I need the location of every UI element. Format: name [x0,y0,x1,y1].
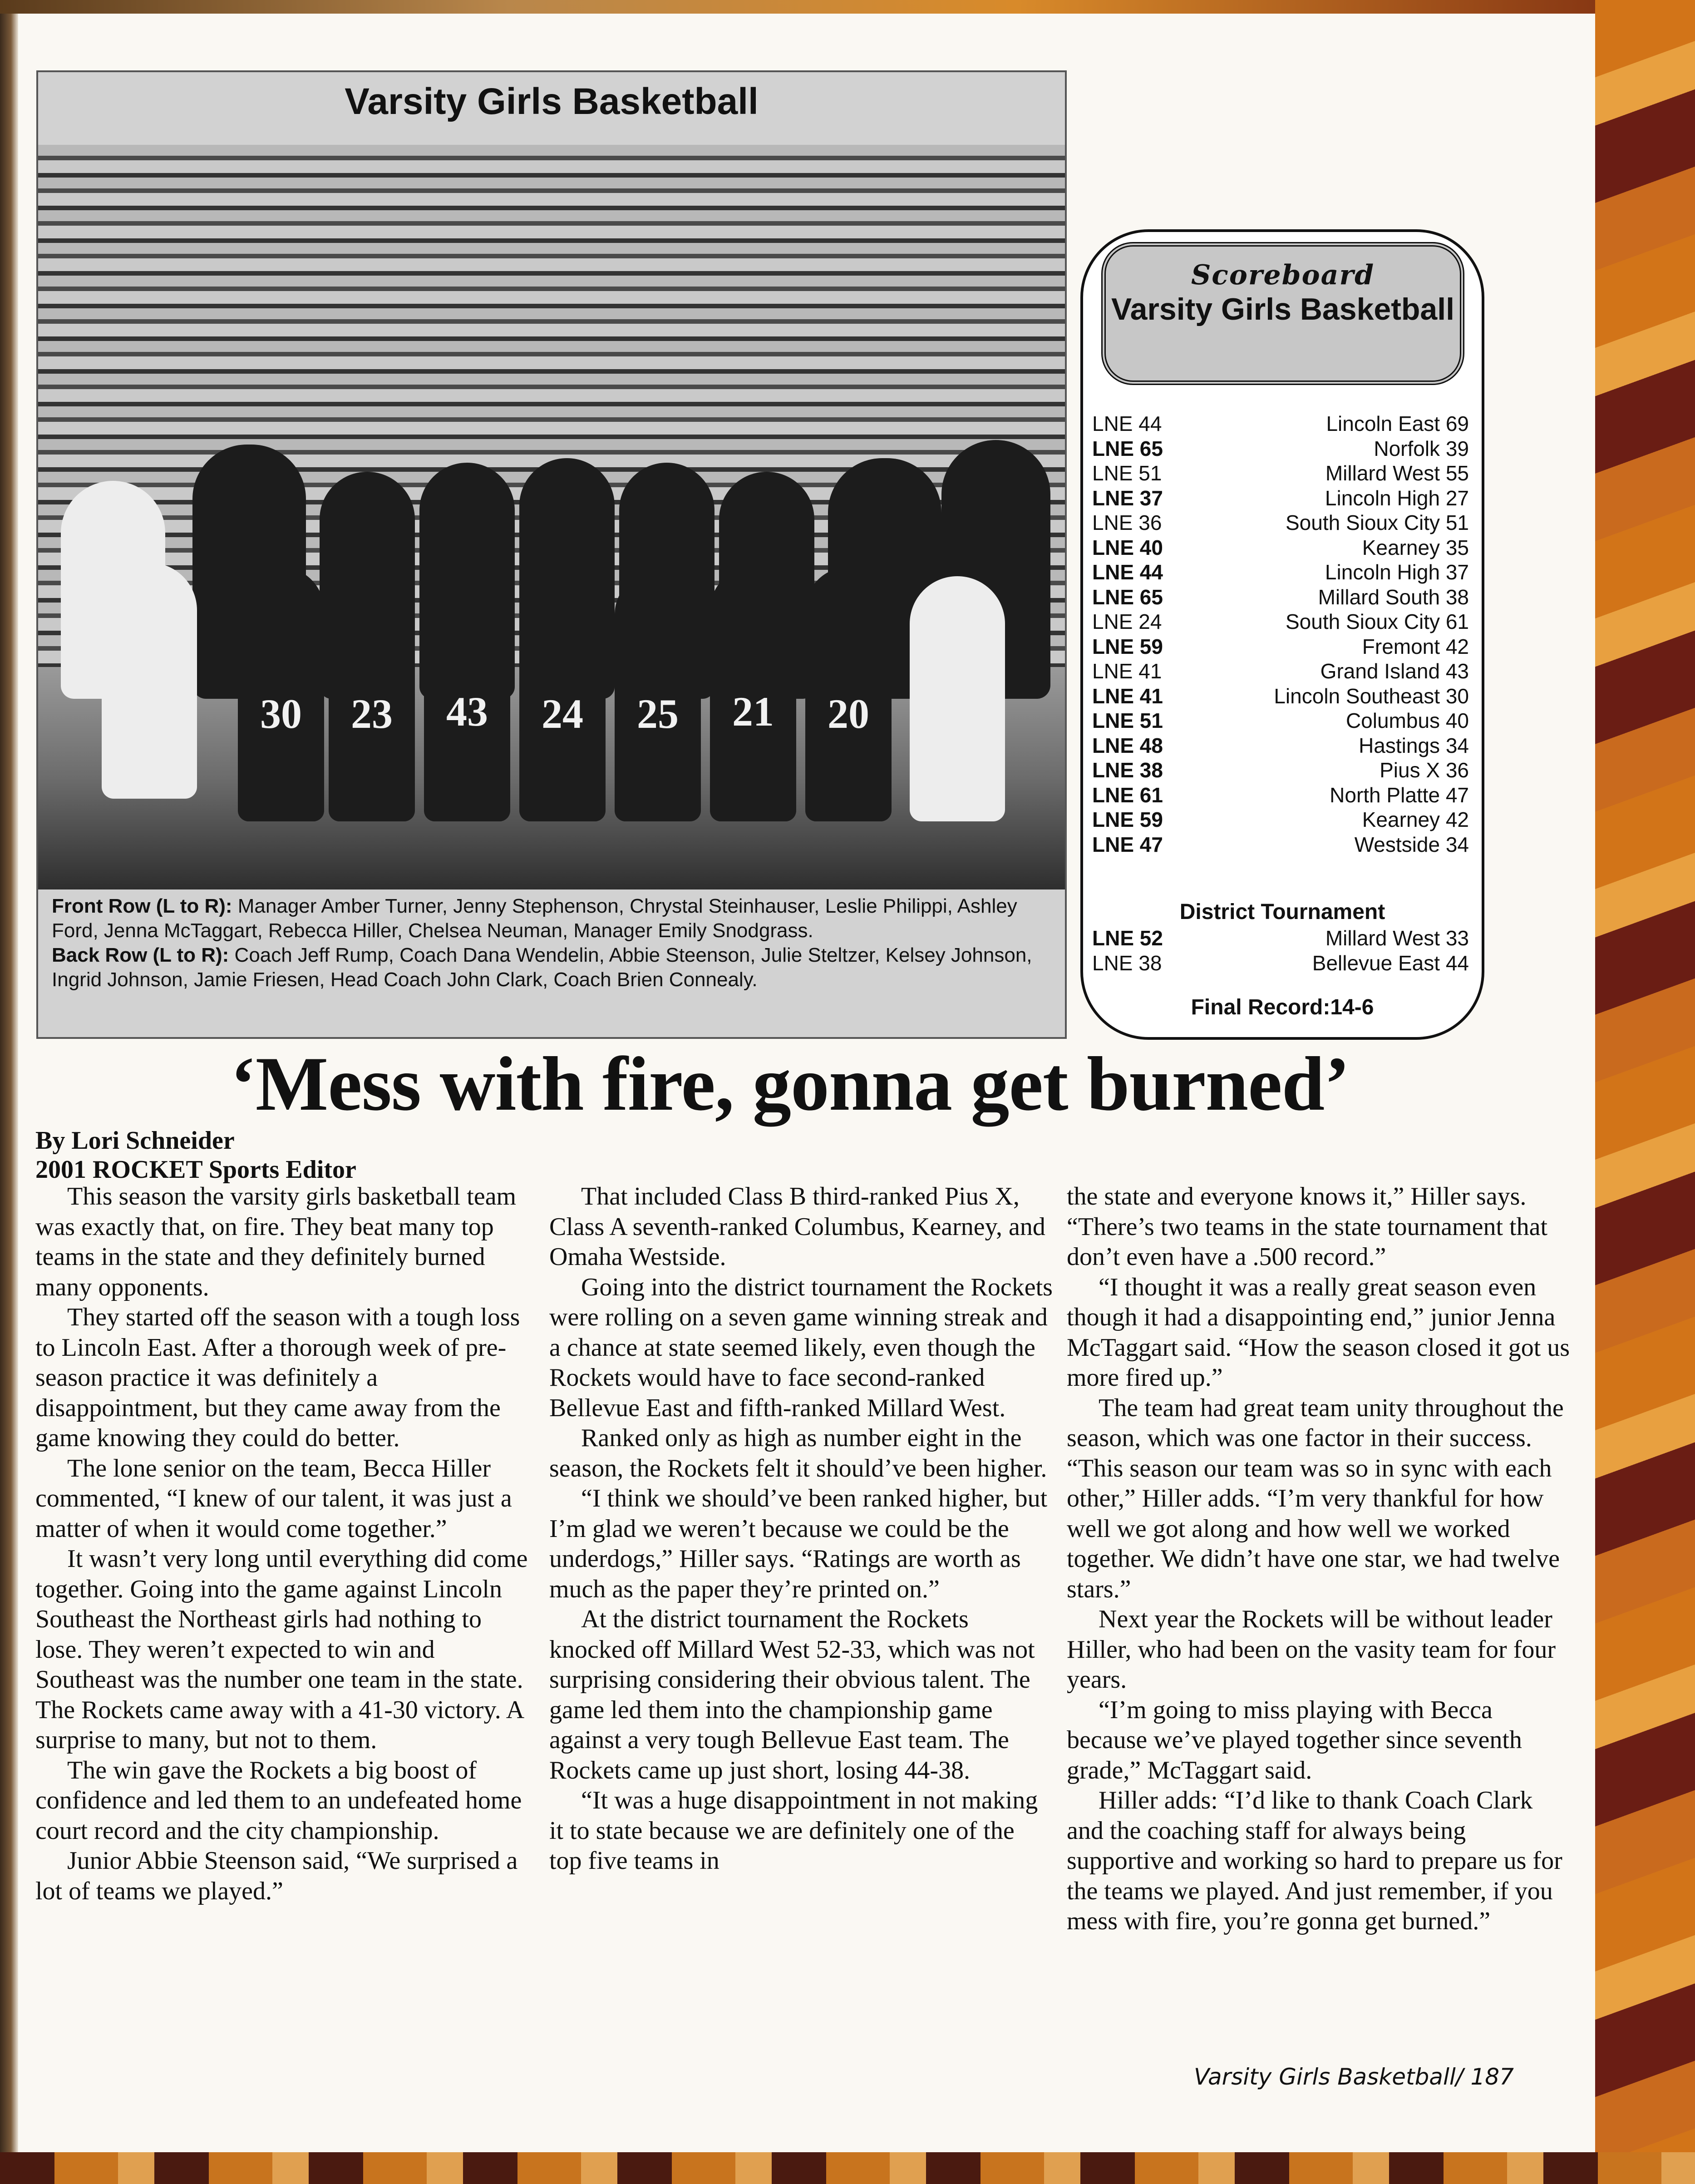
score-row [1092,733,1469,758]
opponent-score: Bellevue East 44 [1312,951,1469,975]
score-row [1092,585,1469,609]
article-paragraph: They started off the season with a tough loss to Lincoln East. After a thorough week of pre-season practice it was definitely a disappointment, but they came away from the game knowing they could do better. [35,1303,520,1452]
scoreboard-label: Scoreboard [1191,259,1375,291]
score-row [1092,461,1469,485]
opponent-score: Hastings 34 [1359,733,1469,757]
scoreboard-title: Varsity Girls Basketball [1111,292,1454,326]
photo-title: Varsity Girls Basketball [345,81,759,122]
lne-score: LNE 38 [1092,758,1163,782]
caption-front-label: Front Row (L to R): [52,895,232,917]
jersey-number: 21 [732,688,774,735]
lne-score: LNE 51 [1092,461,1162,485]
photo-caption [52,894,1055,992]
lne-score: LNE 59 [1092,634,1163,658]
lne-score: LNE 40 [1092,535,1163,559]
lne-score: LNE 38 [1092,951,1162,975]
score-row [1092,758,1469,782]
opponent-score: Fremont 42 [1362,634,1469,658]
score-row [1092,411,1469,436]
score-row [1092,510,1469,535]
score-row [1092,926,1469,950]
lne-score: LNE 65 [1092,436,1163,460]
opponent-score: Lincoln High 37 [1325,560,1469,584]
lne-score: LNE 47 [1092,832,1163,856]
score-row [1092,436,1469,461]
article-paragraph: The lone senior on the team, Becca Hiller commented, “I knew of our talent, it was just a matter of when it would come together.” [35,1454,512,1543]
scan-cover-edge [1595,0,1695,2184]
opponent-score: South Sioux City 51 [1285,511,1469,534]
opponent-score: Lincoln Southeast 30 [1274,684,1469,708]
score-row [1092,783,1469,807]
opponent-score: Kearney 42 [1362,808,1469,831]
opponent-score: Lincoln East 69 [1326,412,1469,435]
team-photo [38,145,1065,889]
jersey-number: 30 [260,691,302,737]
opponent-score: South Sioux City 61 [1285,610,1469,633]
yearbook-page [18,14,1595,2152]
score-row [1092,951,1469,975]
scan-bottom-edge [0,2152,1695,2184]
scoreboard-header [1101,242,1464,385]
opponent-score: Kearney 35 [1362,535,1469,559]
article-paragraph: At the district tournament the Rockets knocked off Millard West 52-33, which was not surprising considering their obvious talent. The game led them into the championship game against a very tough Bellevue East team. The Rockets came up just short, losing 44-38. [549,1605,1035,1784]
opponent-score: Columbus 40 [1345,709,1469,732]
score-row [1092,832,1469,857]
page-footer: Varsity Girls Basketball/ 187 [1194,2064,1514,2090]
score-row [1092,659,1469,683]
district-heading: District Tournament [1179,900,1385,924]
opponent-score: Millard West 55 [1325,461,1469,485]
final-record: Final Record:14-6 [1191,995,1374,1019]
article-paragraph: This season the varsity girls basketball team was exactly that, on fire. They beat many top teams in the state and they definitely burned many opponents. [35,1182,517,1301]
opponent-score: Westside 34 [1354,832,1469,856]
lne-score: LNE 41 [1092,684,1163,708]
caption-front-names: Manager Amber Turner, Jenny Stephenson, Chrystal Steinhauser, Leslie Philippi, Ashley Ford, Jenna McTaggart, Rebecca Hiller, Chelsea Neuman, Manager Emily Snodgrass. [52,895,1017,942]
jersey-number: 20 [828,691,869,737]
scan-binding-edge [0,0,18,2184]
lne-score: LNE 41 [1092,659,1162,683]
lne-score: LNE 52 [1092,926,1163,950]
score-row [1092,807,1469,832]
article-column-3 [1067,1181,1571,1937]
article-paragraph: the state and everyone knows it,” Hiller says. “There’s two teams in the state tournament that don’t even have a .500 record.” [1067,1182,1547,1271]
score-row [1092,609,1469,634]
lne-score: LNE 24 [1092,610,1162,633]
score-row [1092,535,1469,560]
lne-score: LNE 36 [1092,511,1162,534]
article-column-2 [549,1181,1053,1876]
opponent-score: Pius X 36 [1380,758,1469,782]
score-row [1092,684,1469,708]
opponent-score: Norfolk 39 [1374,436,1469,460]
scoreboard-box [1080,229,1484,1040]
byline [35,1126,356,1184]
caption-back-label: Back Row (L to R): [52,944,229,966]
article-paragraph: The win gave the Rockets a big boost of confidence and led them to an undefeated home court record and the city championship. [35,1756,522,1845]
photo-person [910,576,1005,821]
lne-score: LNE 59 [1092,808,1163,831]
opponent-score: Millard West 33 [1325,926,1469,950]
article-paragraph: It wasn’t very long until everything did come together. Going into the game against Lincoln Southeast the Northeast girls had nothing to lose. They weren’t expected to win and Southeast was the number one team in the state. The Rockets came away with a 41-30 victory. A surprise to many, but not to them. [35,1545,528,1754]
jersey-number: 24 [542,691,583,737]
article-paragraph: Junior Abbie Steenson said, “We surprised a lot of teams we played.” [35,1847,518,1905]
lne-score: LNE 44 [1092,560,1163,584]
article-paragraph: Next year the Rockets will be without leader Hiller, who had been on the vasity team for four years. [1067,1605,1556,1694]
byline-title: 2001 ROCKET Sports Editor [35,1156,356,1184]
team-photo-block [36,70,1067,1039]
article-headline: ‘Mess with fire, gonna get burned’ [230,1041,1350,1127]
lne-score: LNE 65 [1092,585,1163,609]
byline-author: By Lori Schneider [35,1127,235,1155]
article-paragraph: “I think we should’ve been ranked higher, but I’m glad we weren’t because we could be the underdogs,” Hiller says. “Ratings are worth as much as the paper they’re printed on.” [549,1484,1048,1603]
article-paragraph: “I’m going to miss playing with Becca because we’ve played together since seventh grade,” McTaggart said. [1067,1695,1522,1784]
opponent-score: Lincoln High 27 [1325,486,1469,510]
lne-score: LNE 44 [1092,412,1162,435]
lne-score: LNE 51 [1092,709,1163,732]
article-paragraph: Ranked only as high as number eight in the season, the Rockets felt it should’ve been higher. [549,1424,1047,1482]
jersey-number: 43 [446,688,488,735]
score-row [1092,634,1469,659]
opponent-score: North Platte 47 [1330,783,1469,807]
score-row [1092,486,1469,510]
score-row [1092,560,1469,584]
article-paragraph: “It was a huge disappointment in not making it to state because we are definitely one of the top five teams in [549,1786,1038,1875]
opponent-score: Grand Island 43 [1320,659,1469,683]
jersey-number: 23 [351,691,393,737]
article-column-1 [35,1181,530,1906]
scan-top-edge [0,0,1695,14]
jersey-number: 25 [637,691,679,737]
lne-score: LNE 48 [1092,733,1163,757]
caption-back-names: Coach Jeff Rump, Coach Dana Wendelin, Abbie Steenson, Julie Steltzer, Kelsey Johnson, Ingrid Johnson, Jamie Friesen, Head Coach John Clark, Coach Brien Connealy. [52,944,1032,991]
photo-person [102,563,197,799]
opponent-score: Millard South 38 [1318,585,1469,609]
article-paragraph: Hiller adds: “I’d like to thank Coach Clark and the coaching staff for always being supportive and working so hard to prepare us for the teams we played. And just remember, if you mess with fire, you’re gonna get burned.” [1067,1786,1562,1935]
article-paragraph: “I thought it was a really great season even though it had a disappointing end,” junior Jenna McTaggart said. “How the season closed it got us more fired up.” [1067,1273,1570,1392]
article-paragraph: Going into the district tournament the Rockets were rolling on a seven game winning streak and a chance at state seemed likely, even though the Rockets would have to face second-ranked Bellevue East and fifth-ranked Millard West. [549,1273,1053,1422]
article-paragraph: That included Class B third-ranked Pius X, Class A seventh-ranked Columbus, Kearney, and Omaha Westside. [549,1182,1045,1271]
score-row [1092,708,1469,733]
article-paragraph: The team had great team unity throughout the season, which was one factor in their success. “This season our team was so in sync with each other,” Hiller adds. “I’m very thankful for how well we got along and how well we worked together. We didn’t have one star, we had twelve stars.” [1067,1393,1564,1603]
lne-score: LNE 61 [1092,783,1163,807]
lne-score: LNE 37 [1092,486,1163,510]
